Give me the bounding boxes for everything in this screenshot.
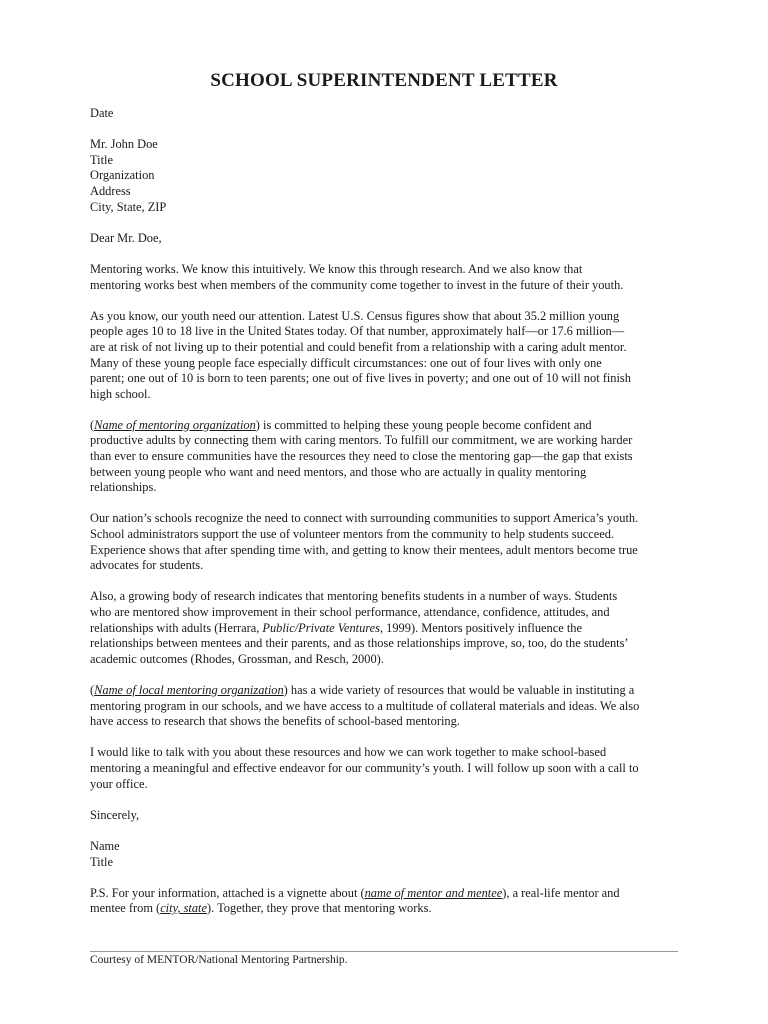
citation-italic: Public/Private Ventures [262,620,380,635]
paragraph-followup: I would like to talk with you about these resources and how we can work together to make school-based mentoring a meaningful and effective endeavor for our community’s youth. I will follow up soon with a call to your office. [90,745,639,791]
paragraph-schools: Our nation’s schools recognize the need to connect with surrounding communities to support America’s youth. School administrators support the use of volunteer mentors from the community to help students succeed. Experience shows that after spending time with, and getting to know their mentees, adult mentors become true advocates for students. [90,511,639,573]
salutation: Dear Mr. Doe, [90,230,162,245]
signature-title: Title [90,854,113,869]
paragraph-commitment: (Name of mentoring organization) is committed to helping these young people become confident and productive adults by connecting them with caring mentors. To fulfill our commitment, we are working harder than ever to ensure communities have the resources they need to close the mentoring gap—the gap that exists between young people who want and need mentors, and those who are actually in quality mentoring relationships. [90,417,633,495]
recipient-address [90,137,690,215]
postscript: P.S. For your information, attached is a vignette about (name of mentor and mentee), a real-life mentor and mentee from (city, state). Together, they prove that mentoring works. [90,885,620,916]
date-line: Date [90,106,114,120]
placeholder-mentor-mentee: name of mentor and mentee [364,885,503,900]
address-line: City, State, ZIP [90,199,167,214]
footer-divider [90,951,678,952]
placeholder-city-state: city, state [160,901,207,916]
paragraph-intro: Mentoring works. We know this intuitively. We know this through research. And we also know that mentoring works best when members of the community come together to invest in the future of their youth. [90,261,624,292]
paragraph-resources: (Name of local mentoring organization) has a wide variety of resources that would be valuable in instituting a mentoring program in our schools, and we have access to a multitude of collateral materials and ideas. We also have access to research that shows the benefits of school-based mentoring. [90,682,640,729]
signature-block [90,839,690,870]
address-line: Address [90,183,131,198]
placeholder-mentoring-organization: Name of mentoring organization [94,417,256,432]
paragraph-research: Also, a growing body of research indicates that mentoring benefits students in a number of ways. Students who are mentored show improvement in their school performance, attendance, confidence, attitudes, and relationships with adults (Herrara, Public/Private Ventures, 1999). Mentors positively influence the relationships between mentees and their parents, and as those relationships improve, so, too, do the students’ academic outcomes (Rhodes, Grossman, and Resch, 2000). [90,589,629,666]
placeholder-local-organization: Name of local mentoring organization [94,682,284,697]
closing: Sincerely, [90,807,140,822]
address-line: Organization [90,168,155,183]
paragraph-statistics: As you know, our youth need our attention. Latest U.S. Census figures show that about 35.2 million young people ages 10 to 18 live in the United States today. Of that number, approximately half—or 17.6 million— are at risk of not living up to their potential and could benefit from a relationship with a caring adult mentor. Many of these young people face especially difficult circumstances: one out of four lives with only one parent; one out of 10 is born to teen parents; one out of five lives in poverty; and one out of 10 will not finish high school. [90,308,631,401]
address-line: Title [90,152,113,167]
signature-name: Name [90,838,120,853]
footer-credit: Courtesy of MENTOR/National Mentoring Partnership. [90,954,348,966]
page-title: SCHOOL SUPERINTENDENT LETTER [210,70,558,91]
letter-body [90,106,690,932]
address-line: Mr. John Doe [90,137,158,152]
